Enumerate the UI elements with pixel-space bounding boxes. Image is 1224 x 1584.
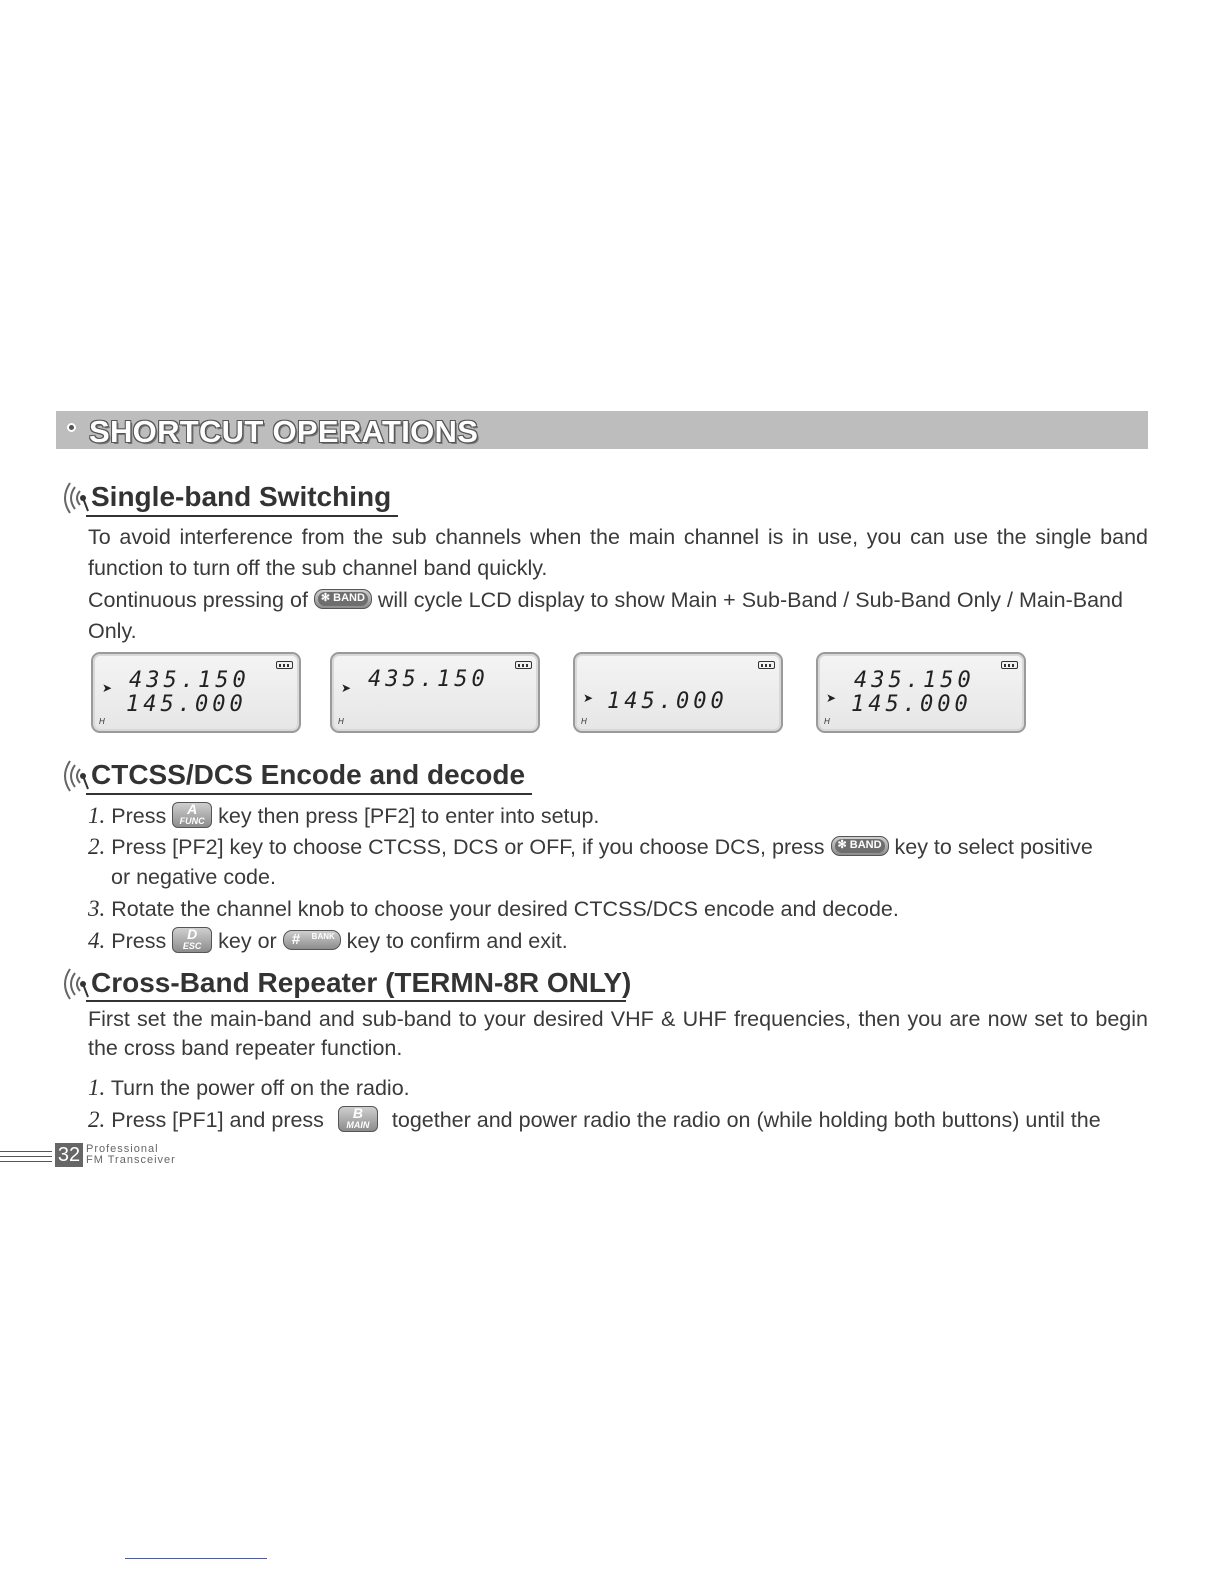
ctcss-step-1: 1. Press A FUNC key then press [PF2] to enter into setup. — [88, 801, 600, 828]
bullet-icon — [67, 423, 76, 432]
bottom-rule — [125, 1558, 267, 1559]
lcd-line-1: 435.150 — [854, 668, 975, 693]
lcd-indicator: H — [99, 717, 105, 726]
paragraph-single-band-1: To avoid interference from the sub channels when the main channel is in use, you can use the single band function to turn off the sub channel band quickly. — [88, 525, 1148, 580]
footer-rule — [0, 1151, 52, 1152]
lcd-line-2: 145.000 — [851, 692, 972, 717]
lcd-line-2: 145.000 — [126, 692, 247, 717]
battery-icon — [276, 661, 293, 669]
arrow-icon: ➤ — [583, 691, 594, 705]
main-key-icon: B MAIN — [338, 1106, 378, 1132]
heading-underline — [86, 793, 532, 795]
lcd-display-main-sub — [91, 652, 301, 733]
paragraph-cross-band-intro: First set the main-band and sub-band to your desired VHF & UHF frequencies, then you are now set to begin the cross band repeater function. — [88, 1007, 1148, 1060]
band-key-icon: ✻ BAND — [314, 589, 372, 609]
battery-icon — [1001, 661, 1018, 669]
arrow-icon: ➤ — [341, 681, 352, 695]
heading-underline — [86, 515, 398, 517]
signal-waves-icon — [56, 757, 92, 795]
heading-underline — [86, 1000, 626, 1002]
text: will cycle LCD display to show Main + Sub-Band / Sub-Band Only / Main-Band Only. — [88, 588, 1123, 643]
footer-rule — [0, 1161, 52, 1162]
page-number: 32 — [55, 1143, 83, 1167]
heading-text: CTCSS/DCS Encode and decode — [91, 759, 526, 790]
lcd-display-sub-only — [573, 652, 783, 733]
band-key-icon: ✻ BAND — [831, 836, 889, 856]
lcd-indicator: H — [824, 717, 830, 726]
heading-text: Cross-Band Repeater (TERMN-8R ONLY) — [91, 967, 632, 998]
cross-band-step-1: 1. Turn the power off on the radio. — [88, 1075, 410, 1100]
esc-key-icon: D ESC — [172, 927, 212, 953]
battery-icon — [515, 661, 532, 669]
ctcss-step-2: 2. Press [PF2] key to choose CTCSS, DCS or OFF, if you choose DCS, press ✻ BAND key to select positive — [88, 834, 1093, 859]
lcd-indicator: H — [581, 717, 587, 726]
ctcss-step-4: 4. Press D ESC key or # BANK key to confirm and exit. — [88, 926, 568, 953]
battery-icon — [758, 661, 775, 669]
lcd-line-2: 145.000 — [607, 689, 728, 714]
signal-waves-icon — [56, 965, 92, 1003]
lcd-line-1: 435.150 — [368, 667, 489, 692]
hash-bank-key-icon: # BANK — [283, 930, 341, 950]
arrow-icon: ➤ — [826, 691, 837, 705]
footer-text: Professional FM Transceiver — [86, 1143, 176, 1166]
footer-rule — [0, 1156, 52, 1157]
text: Continuous pressing of — [88, 588, 314, 612]
ctcss-step-3: 3. Rotate the channel knob to choose your desired CTCSS/DCS encode and decode. — [88, 896, 899, 921]
ctcss-step-2-cont: or negative code. — [111, 865, 276, 889]
arrow-icon: ➤ — [102, 681, 113, 695]
paragraph-single-band-2 — [88, 585, 1148, 647]
lcd-line-1: 435.150 — [129, 668, 250, 693]
func-key-icon: A FUNC — [172, 802, 212, 828]
cross-band-step-2: 2. Press [PF1] and press B MAIN together and power radio the radio on (while holding both buttons) until the — [88, 1105, 1101, 1132]
section-title: SHORTCUT OPERATIONS — [89, 414, 479, 449]
lcd-indicator: H — [338, 717, 344, 726]
section-banner — [56, 411, 1148, 449]
lcd-display-main-sub-alt — [816, 652, 1026, 733]
heading-text: Single-band Switching — [91, 481, 392, 512]
lcd-display-main-only — [330, 652, 540, 733]
signal-waves-icon — [56, 479, 92, 517]
